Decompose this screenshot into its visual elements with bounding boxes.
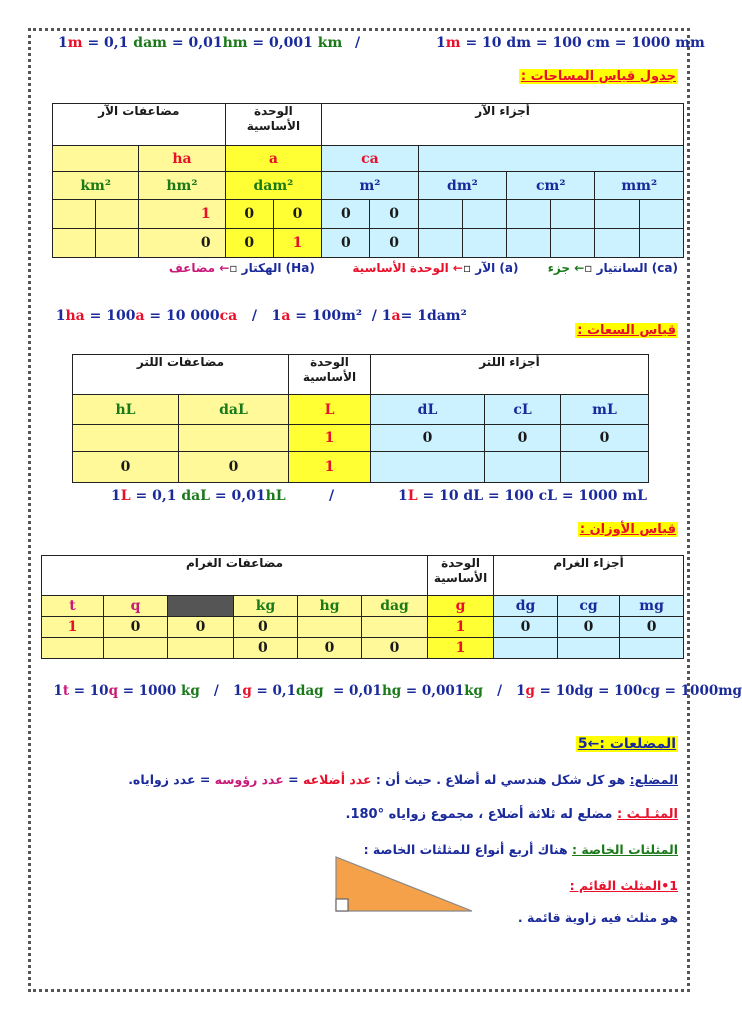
triangle-definition: المثـلـث : مضلع له ثلاثة أضلاع ، مجموع زواياه °180.: [345, 807, 678, 822]
capacity-unit-l: L: [289, 395, 371, 425]
area-cell: [462, 229, 506, 258]
length-conversion-left: 1m = 0,1 dam = 0,01hm = 0,001 km: [58, 35, 343, 51]
weight-section-title: قياس الأوزان :: [579, 522, 676, 537]
area-cell: [418, 200, 462, 229]
area-sym-ha: ha: [139, 146, 225, 172]
weight-cell: [104, 638, 168, 659]
capacity-cell: 0: [561, 425, 649, 452]
weight-unit-dg: dg: [494, 596, 558, 617]
capacity-cell: 0: [179, 452, 289, 483]
weight-cell: 0: [558, 617, 620, 638]
weight-cell: 0: [620, 617, 684, 638]
area-unit-hm2: hm²: [139, 172, 225, 200]
polygon-definition: المضلع: هو كل شكل هندسي له أضلاع . حيث أن : عدد أضلاعه = عدد رؤوسه = عدد زواياه.: [128, 772, 678, 787]
weight-cell: 0: [362, 638, 428, 659]
capacity-conversion-right: 1L = 10 dL = 100 cL = 1000 mL: [398, 488, 647, 504]
weight-unit-mg: mg: [620, 596, 684, 617]
weight-cell: 0: [494, 617, 558, 638]
area-cell: [53, 229, 96, 258]
area-head-unit: الوحدة الأساسية: [225, 104, 322, 146]
area-cell: 1: [273, 229, 321, 258]
right-triangle-shape: [336, 857, 472, 911]
square-bullet-icon: ▫: [462, 261, 472, 275]
area-cell: 1: [139, 200, 225, 229]
area-cell: 0: [225, 200, 273, 229]
weight-cell: 0: [234, 617, 298, 638]
square-bullet-icon: ▫: [229, 261, 238, 275]
capacity-section-title: قياس السعات :: [577, 323, 676, 338]
capacity-cell: [371, 452, 485, 483]
capacity-head-multiples: مضاعفات اللتر: [73, 355, 289, 395]
area-unit-mm2: mm²: [595, 172, 684, 200]
area-cell: [96, 229, 139, 258]
weight-cell: 0: [168, 617, 234, 638]
area-cell: [639, 229, 683, 258]
weight-cell: 1: [428, 638, 494, 659]
area-legend: (ca) السانتيار ▫← جزء (a) الآر ▫← الوحدة الأساسية (Ha) الهكتار ▫← مضاعف: [168, 261, 678, 275]
right-triangle-text: هو مثلث فيه زاوية قائمة .: [517, 910, 678, 925]
capacity-head-parts: أجزاء اللتر: [371, 355, 649, 395]
capacity-unit-cl: cL: [485, 395, 561, 425]
area-head-parts: أجزاء الآر: [322, 104, 684, 146]
area-cell: [418, 229, 462, 258]
area-unit-dam2: dam²: [225, 172, 322, 200]
area-unit-dm2: dm²: [418, 172, 506, 200]
area-sym-blank-right: [418, 146, 683, 172]
right-triangle-figure: [330, 855, 476, 915]
capacity-table: [72, 354, 649, 483]
area-sym-blank: [53, 146, 139, 172]
capacity-cell: 0: [371, 425, 485, 452]
area-cell: 0: [370, 200, 418, 229]
area-unit-m2: m²: [322, 172, 419, 200]
weight-unit-g: g: [428, 596, 494, 617]
area-cell: [595, 200, 639, 229]
area-cell: 0: [322, 200, 370, 229]
weight-cell: 0: [234, 638, 298, 659]
weight-cell: [298, 617, 362, 638]
area-cell: [507, 229, 551, 258]
capacity-conversion-left: 1L = 0,1 daL = 0,01hL: [111, 488, 286, 504]
weight-table: [41, 555, 684, 659]
weight-unit-t: t: [42, 596, 104, 617]
right-angle-marker: [336, 899, 348, 911]
weight-cell: 1: [42, 617, 104, 638]
area-cell: 0: [322, 229, 370, 258]
area-cell: [595, 229, 639, 258]
weight-cell: [558, 638, 620, 659]
polygons-heading: المضلعات :←5: [577, 736, 676, 752]
capacity-head-unit: الوحدة الأساسية: [289, 355, 371, 395]
area-cell: [551, 200, 595, 229]
area-sym-ca: ca: [322, 146, 419, 172]
area-cell: 0: [273, 200, 321, 229]
area-unit-km2: km²: [53, 172, 139, 200]
area-cell: [462, 200, 506, 229]
area-cell: 0: [370, 229, 418, 258]
capacity-cell: 0: [73, 452, 179, 483]
weight-unit-cg: cg: [558, 596, 620, 617]
square-bullet-icon: ▫: [584, 261, 593, 275]
weight-head-multiples: مضاعفات الغرام: [42, 556, 428, 596]
weight-cell: 0: [104, 617, 168, 638]
special-triangles: المثلثات الخاصة : هناك أربع أنواع للمثلثات الخاصة :: [363, 842, 678, 857]
weight-unit-hg: hg: [298, 596, 362, 617]
capacity-separator: /: [329, 488, 335, 504]
capacity-cell: 0: [485, 425, 561, 452]
area-section-title: جدول قياس المساحات :: [520, 69, 676, 84]
capacity-cell: 1: [289, 452, 371, 483]
weight-cell: [168, 638, 234, 659]
weight-cell: 1: [428, 617, 494, 638]
capacity-unit-dl: dL: [371, 395, 485, 425]
area-cell: 0: [225, 229, 273, 258]
length-separator: /: [355, 35, 361, 51]
capacity-unit-hl: hL: [73, 395, 179, 425]
area-unit-cm2: cm²: [507, 172, 595, 200]
capacity-unit-ml: mL: [561, 395, 649, 425]
weight-formula: 1t = 10q = 1000 kg / 1g = 0,1dag = 0,01hg = 0,001kg / 1g = 10dg = 100cg = 1000mg: [53, 683, 742, 699]
weight-cell: [42, 638, 104, 659]
weight-head-parts: أجزاء الغرام: [494, 556, 684, 596]
area-cell: [507, 200, 551, 229]
area-table: [52, 103, 684, 258]
capacity-cell: [485, 452, 561, 483]
capacity-unit-dal: daL: [179, 395, 289, 425]
weight-cell: [494, 638, 558, 659]
weight-unit-dag: dag: [362, 596, 428, 617]
weight-unit-q: q: [104, 596, 168, 617]
capacity-cell: [561, 452, 649, 483]
area-cell: [551, 229, 595, 258]
area-cell: 0: [139, 229, 225, 258]
capacity-cell: 1: [289, 425, 371, 452]
area-cell: [96, 200, 139, 229]
weight-unit-blank: [168, 596, 234, 617]
weight-head-unit: الوحدة الأساسية: [428, 556, 494, 596]
area-cell: [639, 200, 683, 229]
weight-cell: [362, 617, 428, 638]
length-conversion-right: 1m = 10 dm = 100 cm = 1000 mm: [436, 35, 705, 51]
capacity-cell: [179, 425, 289, 452]
weight-cell: 0: [298, 638, 362, 659]
area-formula: 1ha = 100a = 10 000ca / 1a = 100m² / 1a= 1dam²: [55, 308, 467, 324]
weight-unit-kg: kg: [234, 596, 298, 617]
area-head-multiples: مضاعفات الآر: [53, 104, 226, 146]
area-sym-a: a: [225, 146, 322, 172]
weight-cell: [620, 638, 684, 659]
capacity-cell: [73, 425, 179, 452]
right-triangle-label: 1•المثلث القائم :: [569, 878, 678, 893]
area-cell: [53, 200, 96, 229]
